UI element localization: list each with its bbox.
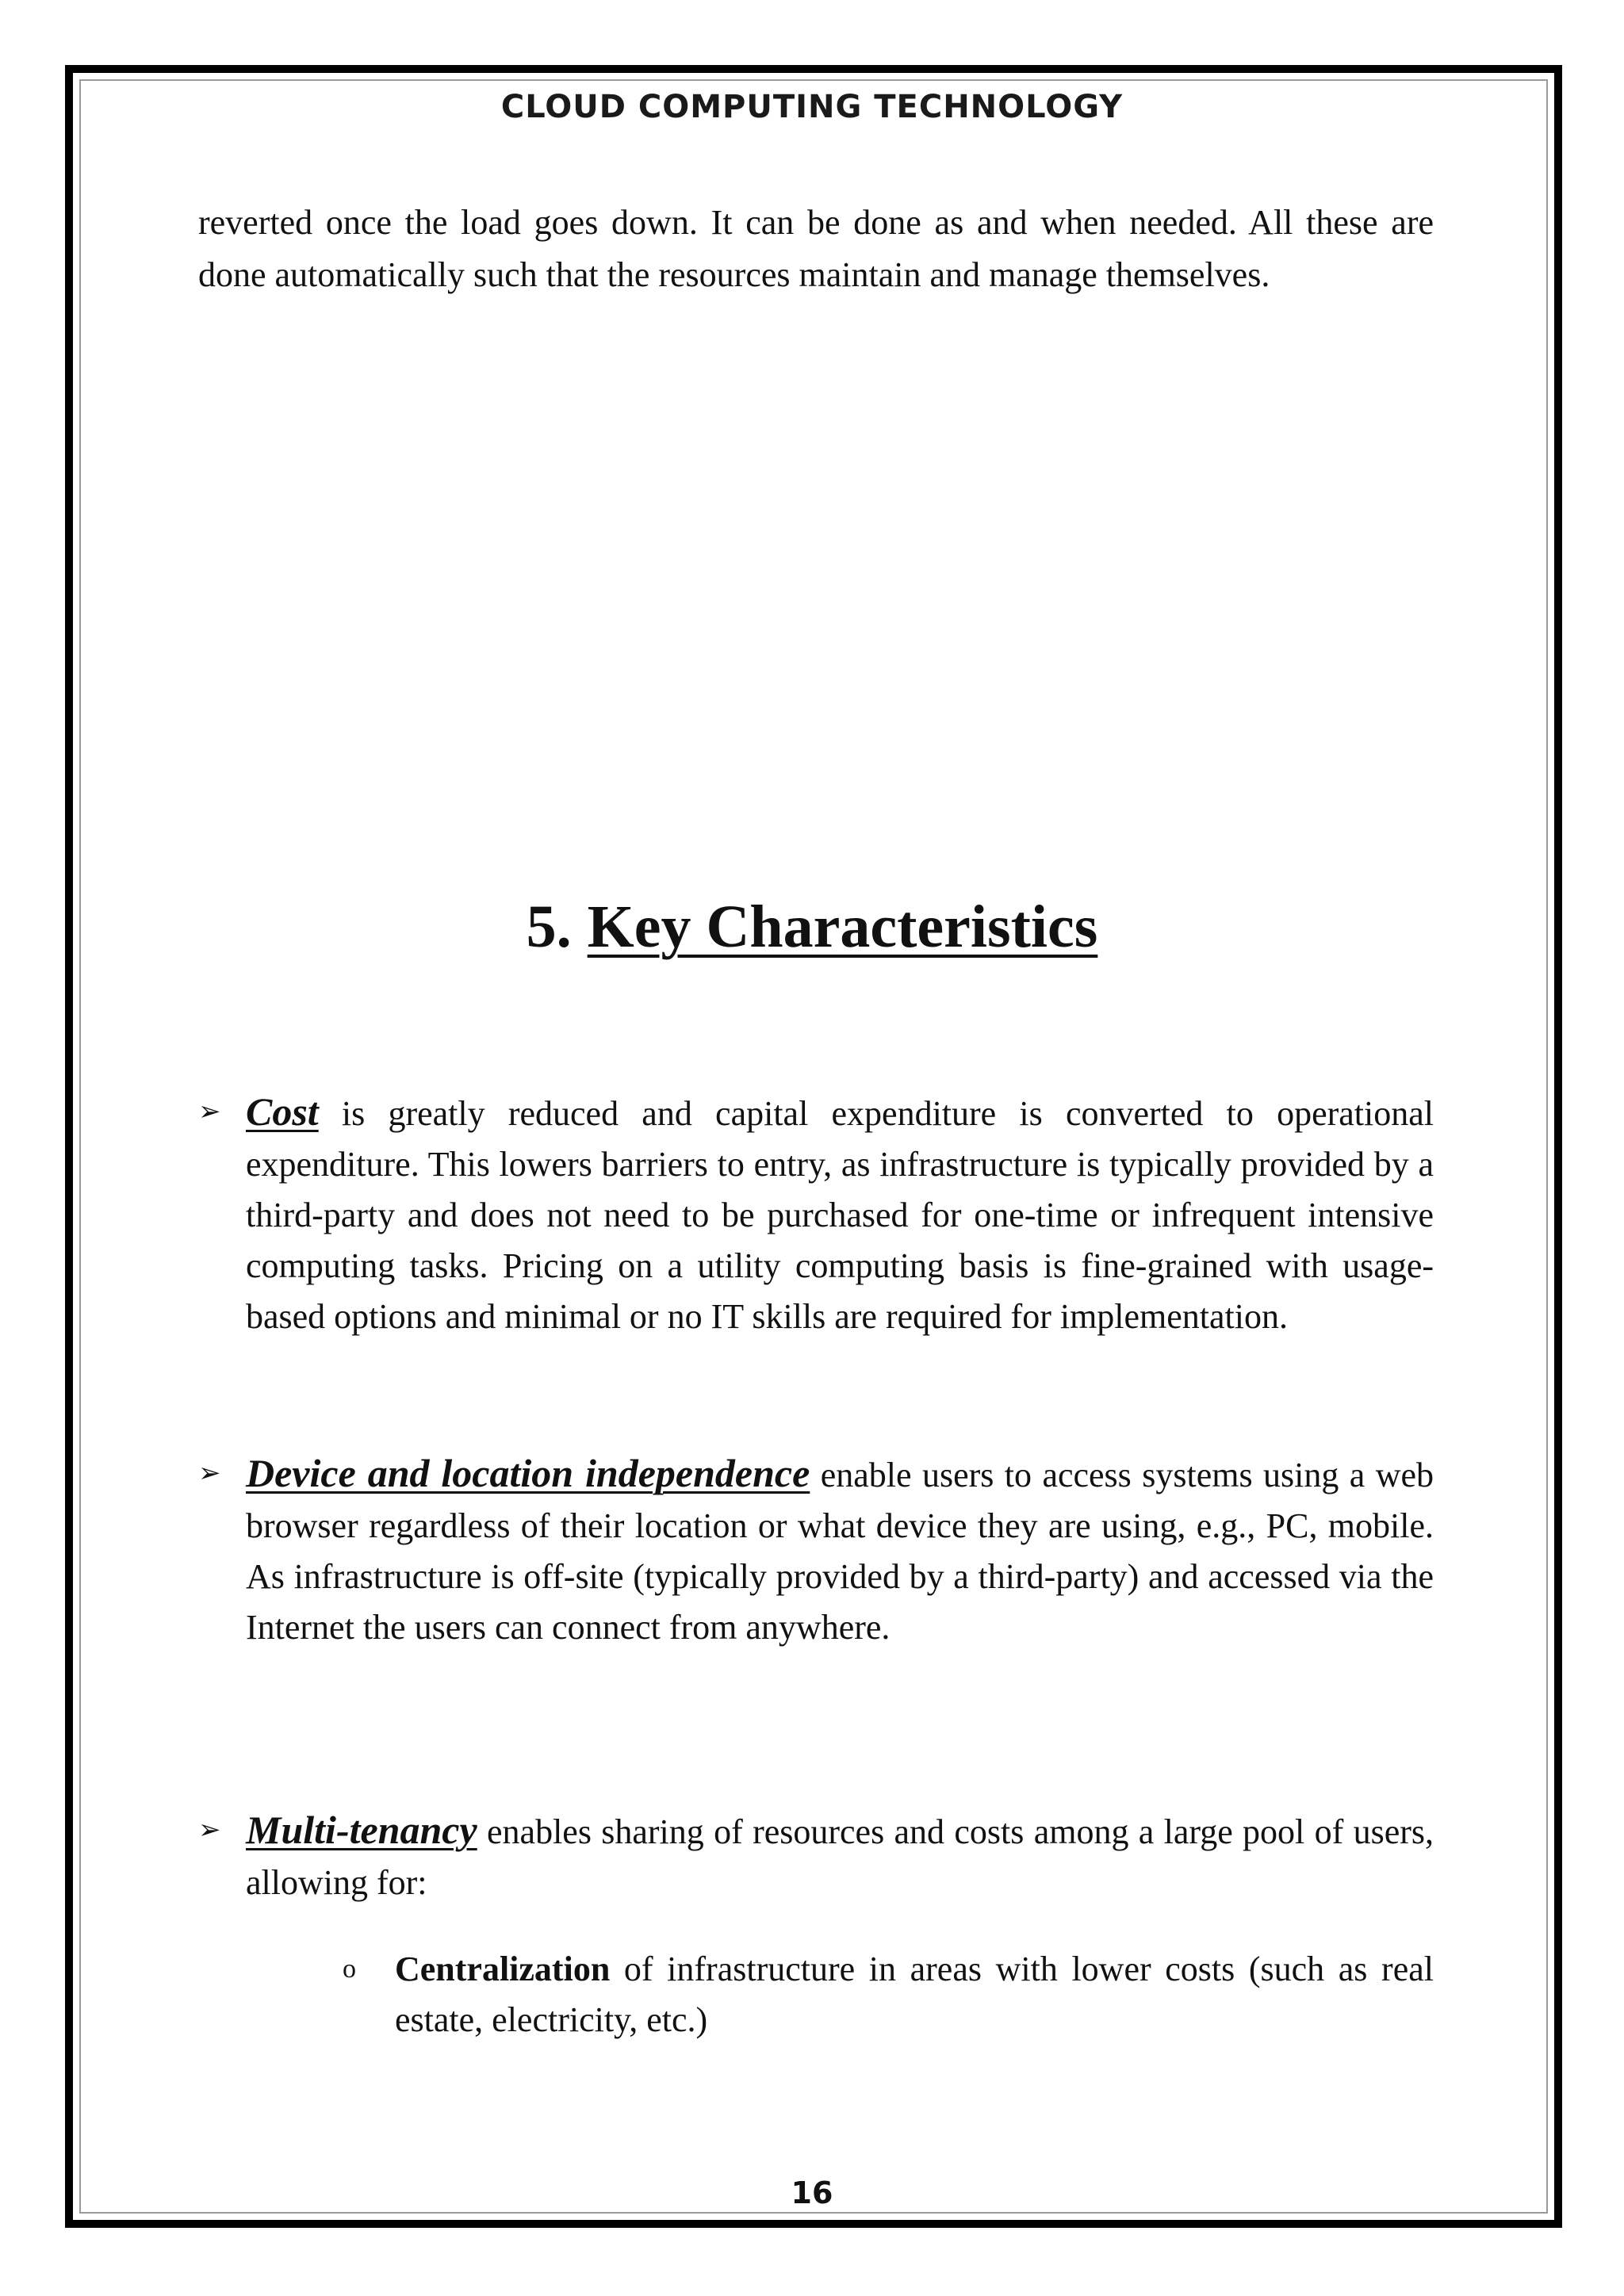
- running-header: CLOUD COMPUTING TECHNOLOGY: [500, 89, 1124, 125]
- arrow-bullet-icon: ➢: [198, 1096, 221, 1127]
- section-heading: [0, 893, 1624, 962]
- bullet-text: enable users to access systems using a web browser regardless of their location or what device they are using, e.g., PC, mobile. As infrastructure is off-site (typically provided by a third-party) and accessed via the Internet the users can connect from anywhere.: [246, 1456, 1434, 1647]
- bullet-text: is greatly reduced and capital expenditure is converted to operational expenditure. This lowers barriers to entry, as infrastructure is typically provided by a third-party and does not need to be purchased for one-time or infrequent intensive computing tasks. Pricing on a utility computing basis is fine-grained with usage-based options and minimal or no IT skills are required for implementation.: [246, 1094, 1434, 1336]
- bullet-cost: [198, 1086, 1434, 1342]
- intro-paragraph: reverted once the load goes down. It can be done as and when needed. All these are done automatically such that the resources maintain and manage themselves.: [198, 203, 1434, 294]
- bullet-device-location: [198, 1448, 1434, 1653]
- page-number: 16: [791, 2175, 833, 2210]
- bullet-term: Device and location independence: [246, 1451, 810, 1495]
- bullet-paragraph: [246, 1086, 1434, 1342]
- bullet-term: Multi-tenancy: [246, 1808, 477, 1852]
- arrow-bullet-icon: ➢: [198, 1457, 221, 1489]
- section-title: Key Characteristics: [587, 894, 1098, 960]
- bullet-term: Cost: [246, 1089, 319, 1134]
- sub-bullet-centralization: [343, 1944, 1434, 2045]
- bullet-multi-tenancy: [198, 1804, 1434, 1908]
- sub-bullet-term: Centralization: [395, 1950, 611, 1988]
- sub-bullet-text: of infrastructure in areas with lower costs (such as real estate, electricity, etc.): [395, 1950, 1434, 2039]
- bullet-paragraph: [246, 1804, 1434, 1908]
- section-number: 5.: [526, 894, 572, 960]
- circle-bullet-icon: o: [343, 1954, 356, 1984]
- sub-bullet-paragraph: [395, 1944, 1434, 2045]
- bullet-paragraph: [246, 1448, 1434, 1653]
- bullet-text: enables sharing of resources and costs among a large pool of users, allowing for:: [246, 1812, 1434, 1902]
- arrow-bullet-icon: ➢: [198, 1814, 221, 1846]
